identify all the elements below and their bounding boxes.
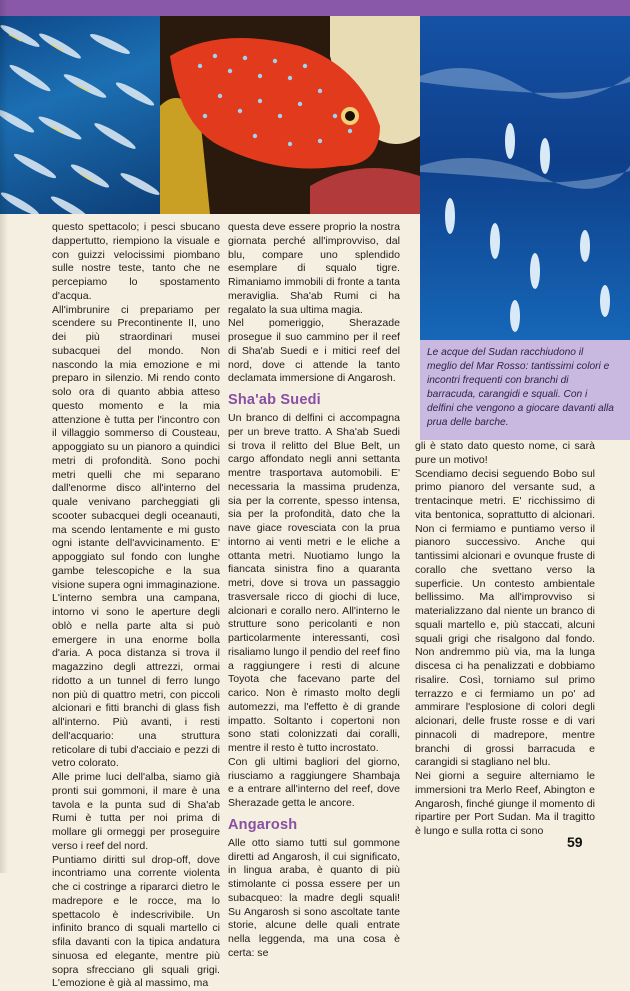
fish-school-illustration — [0, 16, 160, 214]
photo-dolphins — [420, 16, 630, 340]
paragraph: All'imbrunire ci prepariamo per scendere su Precontinente II, uno dei più straordinari musei subacquei del mondo. Non nascondo la mia emozione e mi preparo in silenzio. Mi rendo conto solo ora di quanto abbia atteso questo momento e la mia attenzione è tutta per l'incontro con il villaggio sommerso di Cousteau, appoggiato su un pianoro a quindici metri di profondità. Sono pochi metri quelli che mi separano dall'enorme disco all'interno del quale venivano parcheggiati gli scooter subacquei degli oceanauti, ma scendo lentamente e mi gusto ogni istante dell'avvicinamento. E' appoggiato sul fondo con lunghe gambe telescopiche e la sua visione supera ogni immaginazione. L'interno sembra una campana, intorno vi sono le aperture degli oblò e nella parte alta si può emergere in una enorme bolla d'aria. A poca distanza si trova il magazzino degli attrezzi, ormai ridotto a un tunnel di ferro lungo non più di quattro metri, con piccoli alcionari e fitti branchi di glass fish all'interno. Più avanti, i resti dell'acquario: una struttura reticolare di tubi d'acciaio e pezzi di vetro colorato. — [52, 304, 220, 772]
text-column-left — [52, 221, 220, 991]
paragraph: Nel pomeriggio, Sherazade prosegue il suo cammino per il reef di Sha'ab Suedi e i mitici reef del nord, dove ci attende la tanto declamata immersione di Angarosh. — [228, 317, 400, 386]
text-column-right — [415, 440, 595, 839]
paragraph: Un branco di delfini ci accompagna per un breve tratto. A Sha'ab Suedi si trova il relitto del Blue Belt, un cargo affondato negli anni settanta mentre trasportava automobili. E' necessaria la massima prudenza, sia per la corrente, spesso intensa, sia per la profondità, dato che la nave giace rovesciata con la prua intorno ai venti metri e le eliche a ottanta metri. Nuotiamo lungo la fiancata sinistra fino a quaranta metri, dove si trova un passaggio trasversale ricco di giochi di luce, alcionari e corallo nero. All'interno le strutture sono pericolanti e non particolarmente interessanti, così risaliamo lungo il pendio del reef fino a raggiungere i resti di alcune Toyota che facevano parte del carico. Non è rimasto molto degli automezzi, ma l'effetto è di grande impatto. Soltanto i copertoni non sono stati colonizzati dai coralli, mentre il resto è tutto incrostato. — [228, 412, 400, 756]
paragraph: Alle prime luci dell'alba, siamo già pronti sui gommoni, il mare è una tavola e la punta sud di Sha'ab Rumi è tutta per noi prima di mollare gli ormeggi per proseguire verso i reef del nord. — [52, 771, 220, 854]
section-heading-shaab-suedi: Sha'ab Suedi — [228, 391, 400, 409]
text-column-middle — [228, 221, 400, 961]
paragraph: questo spettacolo; i pesci sbucano dappertutto, riempiono la visuale e con guizzi velocissimi piombano sulle nostre teste, tanto che ne percepiamo lo spostamento d'acqua. — [52, 221, 220, 304]
paragraph: Puntiamo diritti sul drop-off, dove incontriamo una corrente violenta che ci costringe a ripararci dietro le madrepore e le rocce, ma lo spettacolo è indescrivibile. Un infinito branco di squali martello ci sfila davanti con la tipica andatura sinuosa ed elegante, mentre più sopra sfrecciano gli squali grigi. L'emozione è già al massimo, ma — [52, 854, 220, 991]
paragraph: gli è stato dato questo nome, ci sarà pure un motivo! — [415, 440, 595, 468]
paragraph: Alle otto siamo tutti sul gommone diretti ad Angarosh, il cui significato, in lingua araba, è quanto di più stimolante ci possa essere per un subacqueo: la madre degli squali! Su Angarosh si sono ascoltate tante storie, alcune delle quali entrate nella leggenda, ma una cosa è certa: se — [228, 837, 400, 961]
photo-coral-grouper — [160, 16, 420, 214]
paragraph: Scendiamo decisi seguendo Bobo sul primo pianoro del versante sud, a trentacinque metri. E' ricchissimo di vita bentonica, soprattutto di alcionari. Non ci fermiamo e puntiamo verso il pianoro successivo. Anche qui tantissimi alcionari e ovunque fruste di corallo che svettano verso la superficie. Un contesto ambientale bellissimo. Ma all'improvviso si materializzano dal niente un branco di squali martello e, più staccati, alcuni squali grigi che risalgono dal fondo. Non andremmo più via, ma la lunga discesa ci ha penalizzati e dobbiamo risalire. Così, torniamo sul primo terrazzo e ci fermiamo un po' ad ammirare l'esplosione di colori degli alcionari, delle fruste rosse e di vari pinnacoli di madrepore, mentre branchi di grossi barracuda e carangidi si stagliano nel blu. — [415, 468, 595, 771]
photo-fish-school — [0, 16, 160, 214]
section-heading-angarosh: Angarosh — [228, 816, 400, 834]
paragraph: Con gli ultimi bagliori del giorno, riusciamo a raggiungere Shambaja e a entrare all'interno del reef, dove Sherazade getta le ancore. — [228, 756, 400, 811]
paragraph: Nei giorni a seguire alterniamo le immersioni tra Merlo Reef, Abington e Angarosh, finché giunge il momento di ripartire per Port Sudan. Ma il tragitto è lungo e sulla rotta ci sono — [415, 770, 595, 839]
dolphins-illustration — [420, 16, 630, 340]
photo-caption: Le acque del Sudan racchiudono il meglio del Mar Rosso: tantissimi colori e incontri frequenti con branchi di barracuda, carangidi e squali. Con i delfini che vengono a giocare davanti alla prua delle barche. — [427, 346, 615, 430]
coral-grouper-illustration — [160, 16, 420, 214]
top-color-bar — [0, 0, 630, 16]
paragraph: questa deve essere proprio la nostra giornata perché all'improvviso, dal blu, compare uno splendido esemplare di squalo tigre. Rimaniamo immobili di fronte a tanta meraviglia. Sha'ab Rumi ci ha regalato la sua ultima magia. — [228, 221, 400, 317]
page-number: 59 — [567, 834, 583, 850]
page-edge-shadow — [0, 0, 8, 873]
